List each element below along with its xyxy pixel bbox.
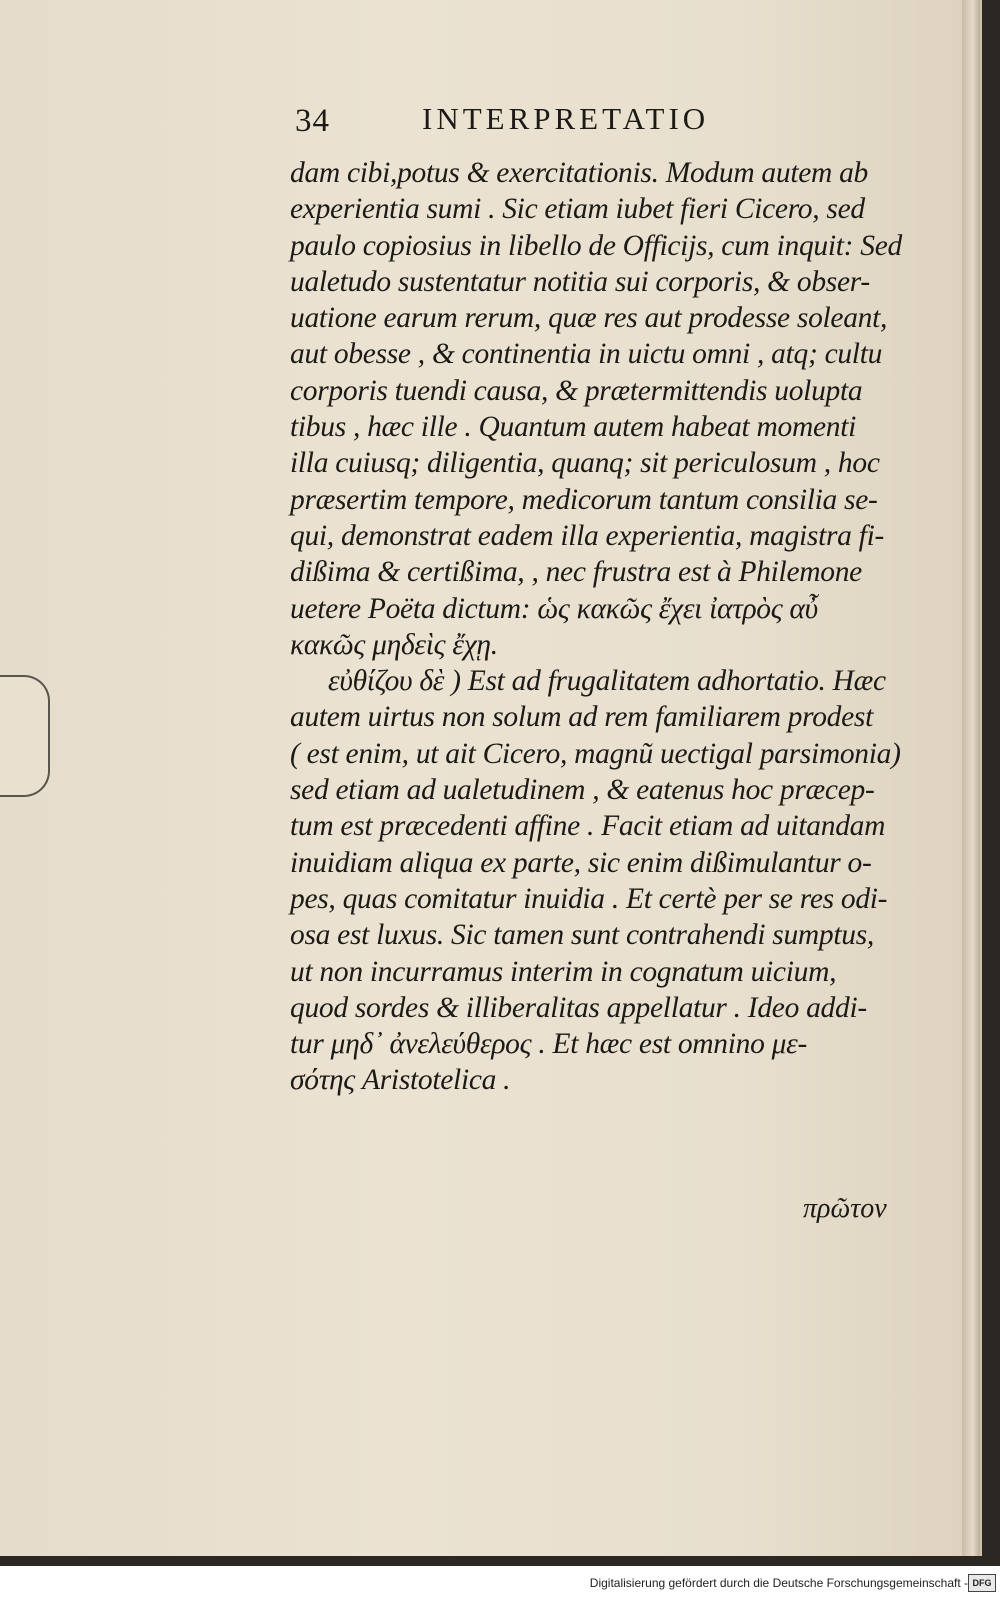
footer-bar (0, 1566, 1000, 1598)
page-header (290, 95, 940, 155)
text-line: uatione earum rerum, quæ res aut prodesse soleant, (290, 302, 888, 335)
page-fold-mark (0, 675, 50, 797)
text-line: ( est enim, ut ait Cicero, magnũ uectigal parsimonia) (290, 737, 901, 770)
text-line: paulo copiosius in libello de Officijs, cum inquit: Sed (290, 229, 902, 262)
text-line: dißima & certißima, , nec frustra est à Philemone (290, 556, 862, 589)
text-line: experientia sumi . Sic etiam iubet fieri Cicero, sed (290, 193, 865, 226)
text-line: tibus , hæc ille . Quantum autem habeat momenti (290, 411, 857, 444)
text-line: dam cibi,potus & exercitationis. Modum autem ab (290, 157, 869, 189)
text-line: σότης Aristotelica . (290, 1064, 511, 1097)
text-line: quod sordes & illiberalitas appellatur . Ideo addi- (290, 991, 867, 1024)
running-title: INTERPRETATIO (422, 101, 710, 136)
text-line: ualetudo sustentatur notitia sui corporis, & obser- (290, 265, 870, 298)
text-line: tum est præcedenti affine . Facit etiam ad uitandam (290, 810, 886, 843)
text-line: uetere Poëta dictum: ὡς κακῶς ἔχει ἰατρὸς αὖ (290, 592, 818, 625)
page-edge (962, 0, 980, 1556)
text-line: sed etiam ad ualetudinem , & eatenus hoc præcep- (290, 774, 875, 807)
text-line: inuidiam aliqua ex parte, sic enim dißimulantur o- (290, 846, 872, 879)
page-text-block (290, 95, 940, 1099)
text-line: aut obesse , & continentia in uictu omni , atq; cultu (290, 338, 883, 371)
text-line: tur μηδ᾽ ἀνελεύθερος . Et hæc est omnino με- (290, 1028, 807, 1061)
text-line: illa cuiusq; diligentia, quanq; sit periculosum , hoc (290, 447, 880, 480)
body-text (290, 155, 940, 1099)
page-number: 34 (295, 103, 330, 139)
dfg-logo: DFG (968, 1574, 996, 1592)
text-line: pes, quas comitatur inuidia . Et certè per se res odi- (290, 882, 888, 915)
text-line: qui, demonstrat eadem illa experientia, magistra fi- (290, 519, 884, 552)
text-line: εὐθίζου δὲ ) Est ad frugalitatem adhortatio. Hæc (328, 665, 886, 698)
text-line: osa est luxus. Sic tamen sunt contrahendi sumptus, (290, 919, 874, 952)
text-line: ut non incurramus interim in cognatum uicium, (290, 955, 837, 988)
text-line: corporis tuendi causa, & prætermittendis uolupta (290, 374, 863, 407)
catchword: πρῶτον (803, 1193, 887, 1224)
text-line: autem uirtus non solum ad rem familiarem prodest (290, 701, 873, 734)
text-line: præsertim tempore, medicorum tantum consilia se- (290, 483, 878, 516)
text-line: κακῶς μηδεὶς ἔχῃ. (290, 628, 498, 661)
digitization-credit: Digitalisierung gefördert durch die Deutsche Forschungsgemeinschaft - (589, 1576, 968, 1590)
